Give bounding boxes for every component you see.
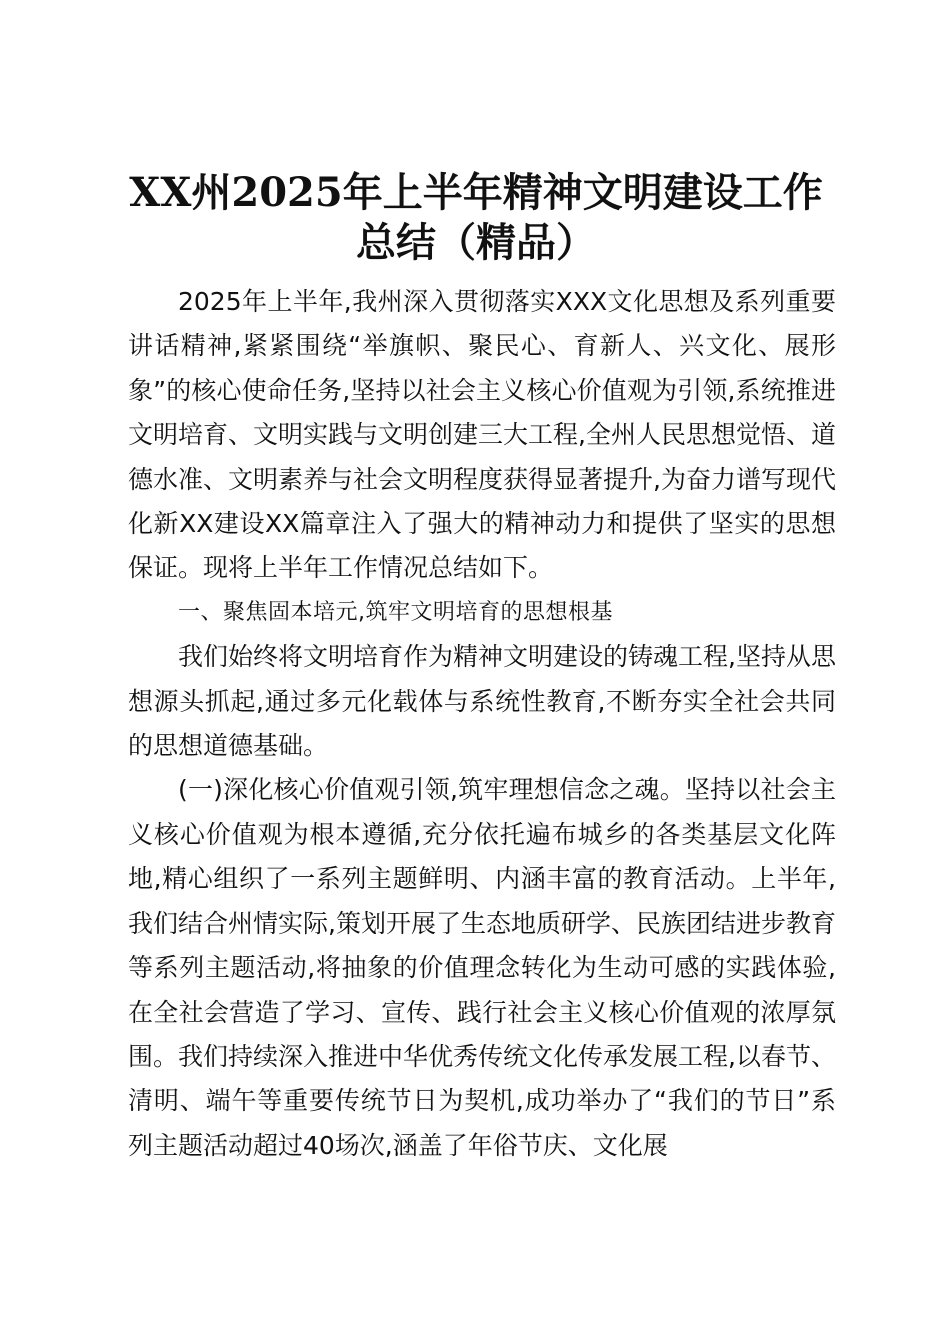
section-heading: 一、聚焦固本培元,筑牢文明培育的思想根基 bbox=[178, 599, 613, 625]
section-intro-paragraph: 我们始终将文明培育作为精神文明建设的铸魂工程,坚持从思想源头抓起,通过多元化载体与系统性教育,不断夯实全社会共同的思想道德基础。 bbox=[128, 642, 836, 761]
document-body bbox=[128, 280, 836, 1168]
document-title: XX州2025年上半年精神文明建设工作总结（精品） bbox=[129, 169, 823, 266]
intro-paragraph: 2025年上半年,我州深入贯彻落实XXX文化思想及系列重要讲话精神,紧紧围绕“举旗帜、聚民心、育新人、兴文化、展形象”的核心使命任务,坚持以社会主义核心价值观为引领,系统推进文明培育、文明实践与文明创建三大工程,全州人民思想觉悟、道德水准、文明素养与社会文明程度获得显著提升,为奋力谱写现代化新XX建设XX篇章注入了强大的精神动力和提供了坚实的思想保证。现将上半年工作情况总结如下。 bbox=[128, 287, 836, 583]
subsection-paragraph: (一)深化核心价值观引领,筑牢理想信念之魂。坚持以社会主义核心价值观为根本遵循,充分依托遍布城乡的各类基层文化阵地,精心组织了一系列主题鲜明、内涵丰富的教育活动。上半年,我们结合州情实际,策划开展了生态地质研学、民族团结进步教育等系列主题活动,将抽象的价值理念转化为生动可感的实践体验,在全社会营造了学习、宣传、践行社会主义核心价值观的浓厚氛围。我们持续深入推进中华优秀传统文化传承发展工程,以春节、清明、端午等重要传统节日为契机,成功举办了“我们的节日”系列主题活动超过40场次,涵盖了年俗节庆、文化展 bbox=[128, 775, 836, 1160]
